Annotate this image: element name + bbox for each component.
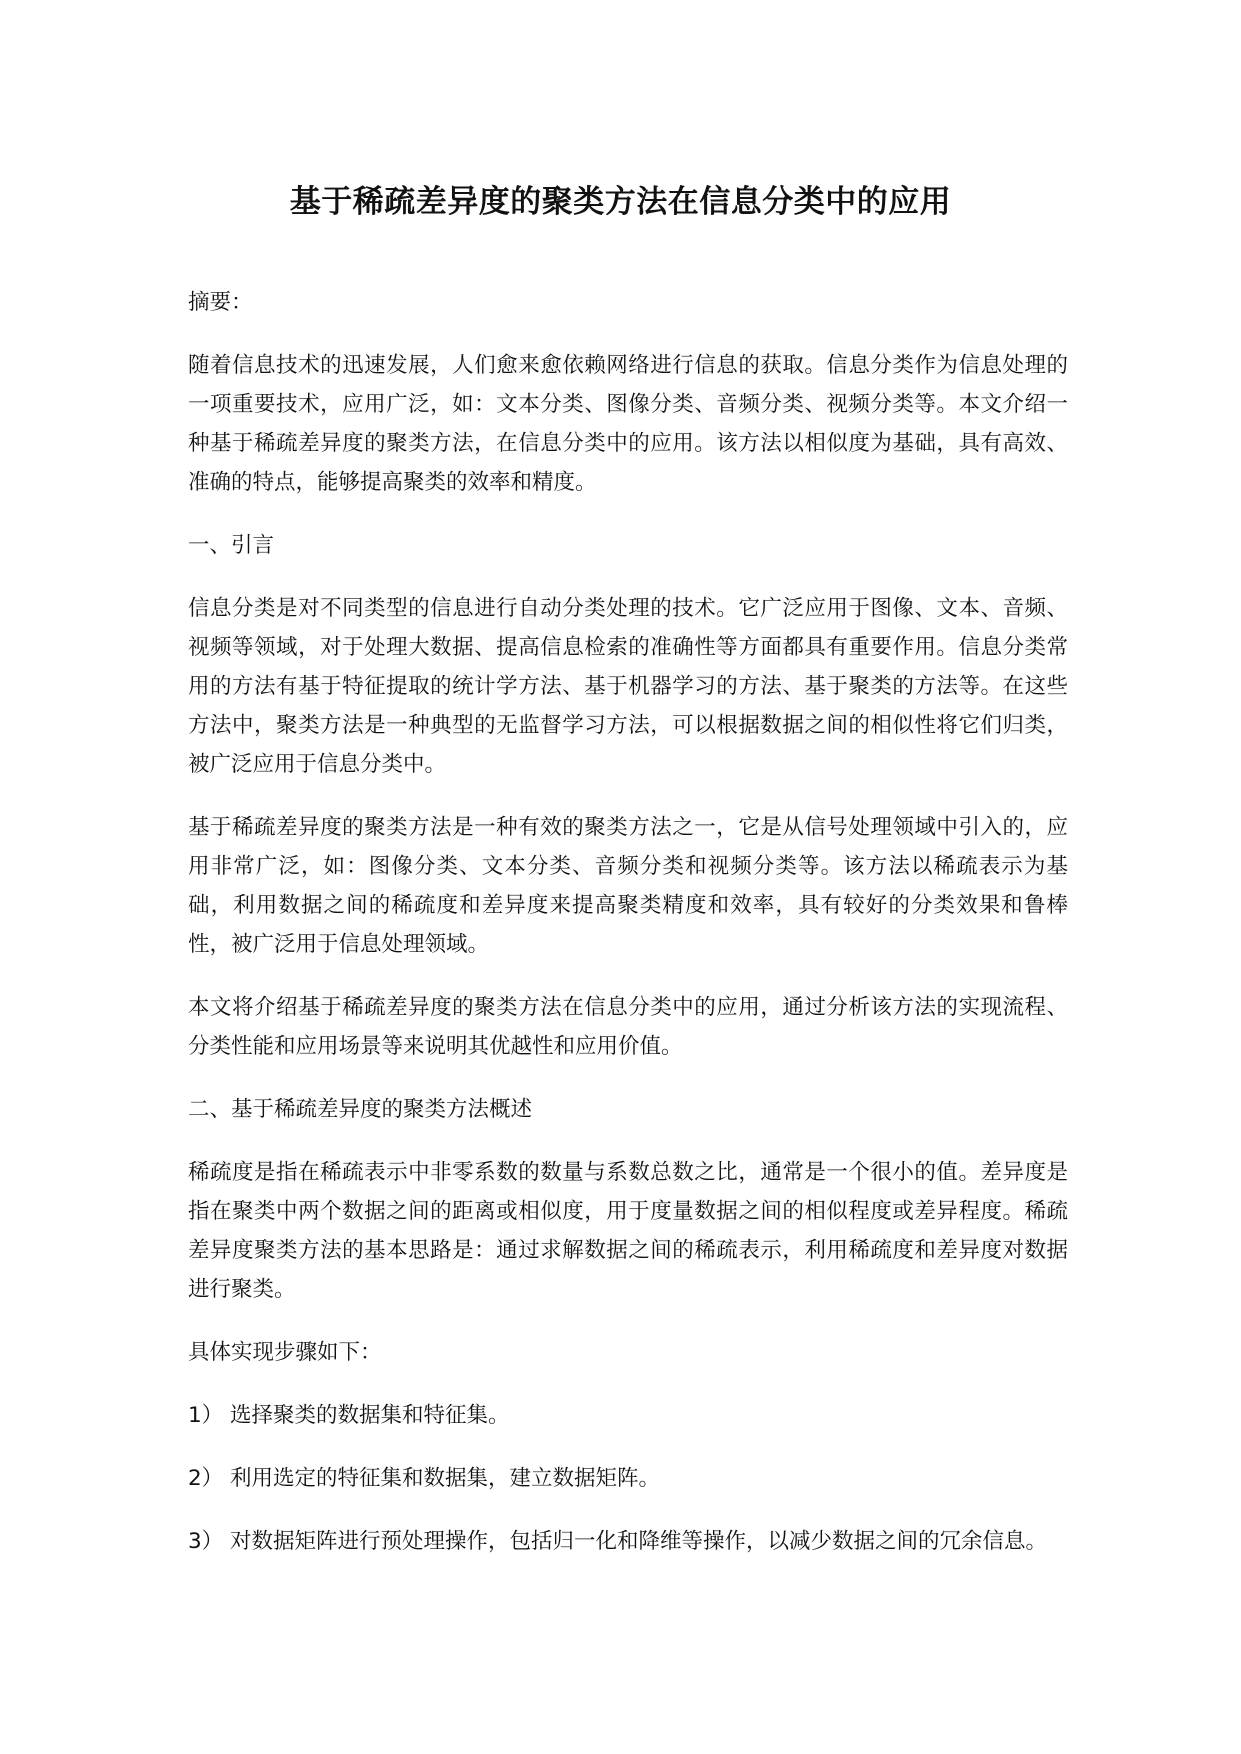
document-body xyxy=(188,283,1068,1585)
abstract-label: 摘要： xyxy=(188,290,253,315)
section-heading-introduction: 一、引言 xyxy=(188,533,275,558)
step-item-3: 3） 对数据矩阵进行预处理操作，包括归一化和降维等操作，以减少数据之间的冗余信息。 xyxy=(188,1529,1048,1554)
document-title: 基于稀疏差异度的聚类方法在信息分类中的应用 xyxy=(289,184,952,220)
intro-paragraph-3: 本文将介绍基于稀疏差异度的聚类方法在信息分类中的应用，通过分析该方法的实现流程、分类性能和应用场景等来说明其优越性和应用价值。 xyxy=(188,995,1068,1059)
section-heading-overview: 二、基于稀疏差异度的聚类方法概述 xyxy=(188,1097,533,1122)
step-item-1: 1） 选择聚类的数据集和特征集。 xyxy=(188,1403,510,1428)
abstract-paragraph: 随着信息技术的迅速发展，人们愈来愈依赖网络进行信息的获取。信息分类作为信息处理的一项重要技术，应用广泛，如：文本分类、图像分类、音频分类、视频分类等。本文介绍一种基于稀疏差异度的聚类方法，在信息分类中的应用。该方法以相似度为基础，具有高效、准确的特点，能够提高聚类的效率和精度。 xyxy=(188,353,1068,495)
overview-paragraph-2: 具体实现步骤如下： xyxy=(188,1340,382,1365)
intro-paragraph-1: 信息分类是对不同类型的信息进行自动分类处理的技术。它广泛应用于图像、文本、音频、视频等领域，对于处理大数据、提高信息检索的准确性等方面都具有重要作用。信息分类常用的方法有基于特征提取的统计学方法、基于机器学习的方法、基于聚类的方法等。在这些方法中，聚类方法是一种典型的无监督学习方法，可以根据数据之间的相似性将它们归类，被广泛应用于信息分类中。 xyxy=(188,596,1068,777)
step-item-2: 2） 利用选定的特征集和数据集，建立数据矩阵。 xyxy=(188,1466,661,1491)
overview-paragraph-1: 稀疏度是指在稀疏表示中非零系数的数量与系数总数之比，通常是一个很小的值。差异度是指在聚类中两个数据之间的距离或相似度，用于度量数据之间的相似程度或差异程度。稀疏差异度聚类方法的基本思路是：通过求解数据之间的稀疏表示，利用稀疏度和差异度对数据进行聚类。 xyxy=(188,1160,1068,1302)
intro-paragraph-2: 基于稀疏差异度的聚类方法是一种有效的聚类方法之一，它是从信号处理领域中引入的，应用非常广泛，如：图像分类、文本分类、音频分类和视频分类等。该方法以稀疏表示为基础，利用数据之间的稀疏度和差异度来提高聚类精度和效率，具有较好的分类效果和鲁棒性，被广泛用于信息处理领域。 xyxy=(188,815,1068,957)
